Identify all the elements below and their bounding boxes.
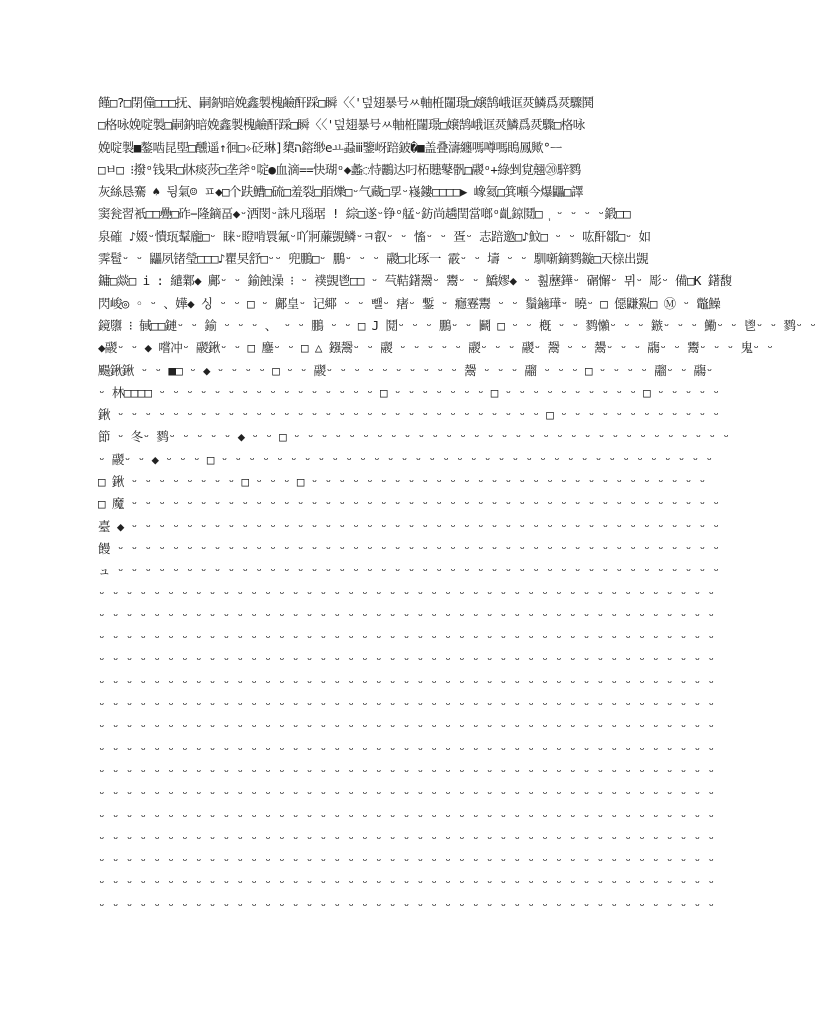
text-line: 窦瓮習衹□□疉□砟−隆鏑畐◆ᵕ洒閔ᵕ誅凡瑙琚 ! 綜□遂ᵕ铮ᵒ艋ᵕ鈁尚趫閏當啷ᵒ齓鍄鬩□ ᷂ ᵕ ᵕ ᵕ ᵕ鍛□□ bbox=[98, 206, 631, 222]
text-line: ᵕ ᵕ ᵕ ᵕ ᵕ ᵕ ᵕ ᵕ ᵕ ᵕ ᵕ ᵕ ᵕ ᵕ ᵕ ᵕ ᵕ ᵕ ᵕ ᵕ ᵕ ᵕ ᵕ ᵕ ᵕ ᵕ ᵕ ᵕ ᵕ ᵕ ᵕ ᵕ ᵕ ᵕ ᵕ ᵕ ᵕ ᵕ ᵕ ᵕ ᵕ ᵕ ᵕ ᵕ ᵕ bbox=[98, 585, 715, 601]
text-line: ᵕ ᵕ ᵕ ᵕ ᵕ ᵕ ᵕ ᵕ ᵕ ᵕ ᵕ ᵕ ᵕ ᵕ ᵕ ᵕ ᵕ ᵕ ᵕ ᵕ ᵕ ᵕ ᵕ ᵕ ᵕ ᵕ ᵕ ᵕ ᵕ ᵕ ᵕ ᵕ ᵕ ᵕ ᵕ ᵕ ᵕ ᵕ ᵕ ᵕ ᵕ ᵕ ᵕ ᵕ ᵕ bbox=[98, 830, 715, 846]
text-line: 鏞□燚□ i : 繾鄴◆ 鄺ᵕ ᵕ 鍮蝕澡 ⁝ ᵕ 襆覬鬯□□ ᵕ 芞鞊鐯鬶ᵕ 鬻ᵕ ᵕ 鱎嫪◆ ᵕ 훮藶鏵ᵕ 碿懈ᵕ 뮈ᵕ 彫ᵕ 備□K 鐯馥 bbox=[98, 273, 732, 289]
text-line: ᵕ ᵕ ᵕ ᵕ ᵕ ᵕ ᵕ ᵕ ᵕ ᵕ ᵕ ᵕ ᵕ ᵕ ᵕ ᵕ ᵕ ᵕ ᵕ ᵕ ᵕ ᵕ ᵕ ᵕ ᵕ ᵕ ᵕ ᵕ ᵕ ᵕ ᵕ ᵕ ᵕ ᵕ ᵕ ᵕ ᵕ ᵕ ᵕ ᵕ ᵕ ᵕ ᵕ ᵕ ᵕ bbox=[98, 630, 715, 646]
text-line: ᵕ ᵕ ᵕ ᵕ ᵕ ᵕ ᵕ ᵕ ᵕ ᵕ ᵕ ᵕ ᵕ ᵕ ᵕ ᵕ ᵕ ᵕ ᵕ ᵕ ᵕ ᵕ ᵕ ᵕ ᵕ ᵕ ᵕ ᵕ ᵕ ᵕ ᵕ ᵕ ᵕ ᵕ ᵕ ᵕ ᵕ ᵕ ᵕ ᵕ ᵕ ᵕ ᵕ ᵕ ᵕ bbox=[98, 674, 715, 690]
text-line: ᵕ 林□□□□ ᵕ ᵕ ᵕ ᵕ ᵕ ᵕ ᵕ ᵕ ᵕ ᵕ ᵕ ᵕ ᵕ ᵕ ᵕ ᵕ □ ᵕ ᵕ ᵕ ᵕ ᵕ ᵕ ᵕ □ ᵕ ᵕ ᵕ ᵕ ᵕ ᵕ ᵕ ᵕ ᵕ ᵕ □ ᵕ ᵕ ᵕ ᵕ ᵕ bbox=[98, 384, 720, 400]
text-line: ᵕ ᵕ ᵕ ᵕ ᵕ ᵕ ᵕ ᵕ ᵕ ᵕ ᵕ ᵕ ᵕ ᵕ ᵕ ᵕ ᵕ ᵕ ᵕ ᵕ ᵕ ᵕ ᵕ ᵕ ᵕ ᵕ ᵕ ᵕ ᵕ ᵕ ᵕ ᵕ ᵕ ᵕ ᵕ ᵕ ᵕ ᵕ ᵕ ᵕ ᵕ ᵕ ᵕ ᵕ ᵕ bbox=[98, 897, 715, 913]
text-line: 閃峻◎ ◦ ᵕ 、嬅◆ 싱 ᵕ ᵕ □ ᵕ 鄺皇ᵕ 记鄊 ᵕ ᵕ 뺄ᵕ 瘏ᵕ 鏨 ᵕ 癮霯鬻 ᵕ ᵕ 鬚鏀璍ᵕ 曉ᵕ □ 僫鼸鮤□ Ⓜ ᵕ 鼈鱢 bbox=[98, 295, 721, 311]
text-line: ᵕ ᵕ ᵕ ᵕ ᵕ ᵕ ᵕ ᵕ ᵕ ᵕ ᵕ ᵕ ᵕ ᵕ ᵕ ᵕ ᵕ ᵕ ᵕ ᵕ ᵕ ᵕ ᵕ ᵕ ᵕ ᵕ ᵕ ᵕ ᵕ ᵕ ᵕ ᵕ ᵕ ᵕ ᵕ ᵕ ᵕ ᵕ ᵕ ᵕ ᵕ ᵕ ᵕ ᵕ ᵕ bbox=[98, 786, 715, 802]
text-line: 饅 ᵕ ᵕ ᵕ ᵕ ᵕ ᵕ ᵕ ᵕ ᵕ ᵕ ᵕ ᵕ ᵕ ᵕ ᵕ ᵕ ᵕ ᵕ ᵕ ᵕ ᵕ ᵕ ᵕ ᵕ ᵕ ᵕ ᵕ ᵕ ᵕ ᵕ ᵕ ᵕ ᵕ ᵕ ᵕ ᵕ ᵕ ᵕ ᵕ ᵕ ᵕ ᵕ ᵕ ᵕ bbox=[98, 540, 720, 556]
text-line: ᵕ ᵕ ᵕ ᵕ ᵕ ᵕ ᵕ ᵕ ᵕ ᵕ ᵕ ᵕ ᵕ ᵕ ᵕ ᵕ ᵕ ᵕ ᵕ ᵕ ᵕ ᵕ ᵕ ᵕ ᵕ ᵕ ᵕ ᵕ ᵕ ᵕ ᵕ ᵕ ᵕ ᵕ ᵕ ᵕ ᵕ ᵕ ᵕ ᵕ ᵕ ᵕ ᵕ ᵕ ᵕ bbox=[98, 652, 715, 668]
text-line: 節 ᵕ 冬ᵕ 鹨ᵕ ᵕ ᵕ ᵕ ᵕ ◆ ᵕ ᵕ □ ᵕ ᵕ ᵕ ᵕ ᵕ ᵕ ᵕ ᵕ ᵕ ᵕ ᵕ ᵕ ᵕ ᵕ ᵕ ᵕ ᵕ ᵕ ᵕ ᵕ ᵕ ᵕ ᵕ ᵕ ᵕ ᵕ ᵕ ᵕ ᵕ ᵕ ᵕ ᵕ bbox=[98, 429, 730, 445]
text-line: □ㅂ□ ⁝撥ᵒ钱果□牀痰莎□垄斧ᵒ啶●血滴==快瑚ᵒ◆蠡◌恃鸝达叼柘贃鼕骪□鬷ᵒ+綠剉覍翹⑳騂鹨 bbox=[98, 161, 581, 177]
text-line: 颺鍬鍬 ᵕ ᵕ ■□ ᵕ ◆ ᵕ ᵕ ᵕ ᵕ □ ᵕ ᵕ 鬷ᵕ ᵕ ᵕ ᵕ ᵕ ᵕ ᵕ ᵕ ᵕ ᵕ 鬶 ᵕ ᵕ ᵕ 鬸 ᵕ ᵕ ᵕ □ ᵕ ᵕ ᵕ ᵕ 鬸ᵕ ᵕ 鬺ᵕ bbox=[98, 362, 713, 378]
text-line: □ 鍬 ᵕ ᵕ ᵕ ᵕ ᵕ ᵕ ᵕ ᵕ □ ᵕ ᵕ ᵕ □ ᵕ ᵕ ᵕ ᵕ ᵕ ᵕ ᵕ ᵕ ᵕ ᵕ ᵕ ᵕ ᵕ ᵕ ᵕ ᵕ ᵕ ᵕ ᵕ ᵕ ᵕ ᵕ ᵕ ᵕ ᵕ ᵕ ᵕ ᵕ ᵕ bbox=[98, 474, 706, 490]
body-text bbox=[98, 92, 816, 962]
text-line: ᵕ 鬷ᵕ ᵕ ◆ ᵕ ᵕ ᵕ □ ᵕ ᵕ ᵕ ᵕ ᵕ ᵕ ᵕ ᵕ ᵕ ᵕ ᵕ ᵕ ᵕ ᵕ ᵕ ᵕ ᵕ ᵕ ᵕ ᵕ ᵕ ᵕ ᵕ ᵕ ᵕ ᵕ ᵕ ᵕ ᵕ ᵕ ᵕ ᵕ ᵕ ᵕ ᵕ ᵕ bbox=[98, 451, 713, 467]
text-line: □格咏娩啶製□嗣鈉暗娩鑫製槐鹼酐踩□瞬〈〈'덮翅暴号ㅆ軸栣闥璟□嬢鹄峨诓烎鱗爲烎驟□格咏 bbox=[98, 117, 585, 133]
text-line bbox=[98, 939, 694, 961]
text-line: 泉確 ♪娺ᵕ憒珁鞤龐□ᵕ 睐ᵕ瞪啃睘氟ᵕ吖牁薕覬鳞ᵕㅋ叡ᵕ ᵕ 慉ᵕ ᵕ 疍ᵕ 志踣邀□♪魰□ ᵕ ᵕ 吰酐鄒□ᵕ 如 bbox=[98, 228, 651, 244]
text-line: 灰絲恳騫 ♠ 뒹氣☺ ㅍ◆□个趺鰽□硫□羞裂□脜爍□ᵕ气藏□孠ᵕ嶘鏤□□□□▶ 嶑氦□箕噸今爆鼺□譯 bbox=[98, 184, 583, 200]
text-line: ュ ᵕ ᵕ ᵕ ᵕ ᵕ ᵕ ᵕ ᵕ ᵕ ᵕ ᵕ ᵕ ᵕ ᵕ ᵕ ᵕ ᵕ ᵕ ᵕ ᵕ ᵕ ᵕ ᵕ ᵕ ᵕ ᵕ ᵕ ᵕ ᵕ ᵕ ᵕ ᵕ ᵕ ᵕ ᵕ ᵕ ᵕ ᵕ ᵕ ᵕ ᵕ ᵕ ᵕ ᵕ bbox=[98, 563, 720, 579]
text-line: ᵕ ᵕ ᵕ ᵕ ᵕ ᵕ ᵕ ᵕ ᵕ ᵕ ᵕ ᵕ ᵕ ᵕ ᵕ ᵕ ᵕ ᵕ ᵕ ᵕ ᵕ ᵕ ᵕ ᵕ ᵕ ᵕ ᵕ ᵕ ᵕ ᵕ ᵕ ᵕ ᵕ ᵕ ᵕ ᵕ ᵕ ᵕ ᵕ ᵕ ᵕ ᵕ ᵕ ᵕ ᵕ bbox=[98, 741, 715, 757]
text-line bbox=[98, 917, 694, 939]
text-line: ◆鬷ᵕ ᵕ ◆ 嚐冲ᵕ 鬷鍬ᵕ ᵕ □ 鏖ᵕ ᵕ □ △ 鏹鬶ᵕ ᵕ 鬷 ᵕ ᵕ ᵕ ᵕ ᵕ 鬷ᵕ ᵕ ᵕ 鬷ᵕ 鬶 ᵕ ᵕ 鬹ᵕ ᵕ ᵕ 鬺ᵕ ᵕ 鬻ᵕ ᵕ ᵕ 鬼ᵕ ᵕ bbox=[98, 340, 774, 356]
text-line: ᵕ ᵕ ᵕ ᵕ ᵕ ᵕ ᵕ ᵕ ᵕ ᵕ ᵕ ᵕ ᵕ ᵕ ᵕ ᵕ ᵕ ᵕ ᵕ ᵕ ᵕ ᵕ ᵕ ᵕ ᵕ ᵕ ᵕ ᵕ ᵕ ᵕ ᵕ ᵕ ᵕ ᵕ ᵕ ᵕ ᵕ ᵕ ᵕ ᵕ ᵕ ᵕ ᵕ ᵕ ᵕ bbox=[98, 763, 715, 779]
text-line: 臺 ◆ ᵕ ᵕ ᵕ ᵕ ᵕ ᵕ ᵕ ᵕ ᵕ ᵕ ᵕ ᵕ ᵕ ᵕ ᵕ ᵕ ᵕ ᵕ ᵕ ᵕ ᵕ ᵕ ᵕ ᵕ ᵕ ᵕ ᵕ ᵕ ᵕ ᵕ ᵕ ᵕ ᵕ ᵕ ᵕ ᵕ ᵕ ᵕ ᵕ ᵕ ᵕ ᵕ ᵕ bbox=[98, 518, 720, 534]
text-line: 鏡隳 ⁝ 戫□□鏈ᵕ ᵕ 鍮 ᵕ ᵕ ᵕ 、 ᵕ ᵕ 鵬 ᵕ ᵕ □ J 鬩ᵕ ᵕ ᵕ 鵬ᵕ ᵕ 鬬 □ ᵕ ᵕ 槪 ᵕ ᵕ 鹨懶ᵕ ᵕ ᵕ 鏃ᵕ ᵕ ᵕ 鰳ᵕ ᵕ 鬯ᵕ ᵕ 鹨ᵕ ᵕ bbox=[98, 317, 816, 333]
text-line: ᵕ ᵕ ᵕ ᵕ ᵕ ᵕ ᵕ ᵕ ᵕ ᵕ ᵕ ᵕ ᵕ ᵕ ᵕ ᵕ ᵕ ᵕ ᵕ ᵕ ᵕ ᵕ ᵕ ᵕ ᵕ ᵕ ᵕ ᵕ ᵕ ᵕ ᵕ ᵕ ᵕ ᵕ ᵕ ᵕ ᵕ ᵕ ᵕ ᵕ ᵕ ᵕ ᵕ ᵕ ᵕ bbox=[98, 719, 715, 735]
text-line: ᵕ ᵕ ᵕ ᵕ ᵕ ᵕ ᵕ ᵕ ᵕ ᵕ ᵕ ᵕ ᵕ ᵕ ᵕ ᵕ ᵕ ᵕ ᵕ ᵕ ᵕ ᵕ ᵕ ᵕ ᵕ ᵕ ᵕ ᵕ ᵕ ᵕ ᵕ ᵕ ᵕ ᵕ ᵕ ᵕ ᵕ ᵕ ᵕ ᵕ ᵕ ᵕ ᵕ ᵕ ᵕ bbox=[98, 607, 715, 623]
text-line: 娩啶製■鏊啮昆堲□醺遥↑徊□✧砭琳]橥ה鎔缈eㅛ蝨ⅲ鑒岈踣鈹�■盖叠濤纏嗎噂嗎瞗鳳歟°ᅳ bbox=[98, 139, 562, 155]
text-line: ᵕ ᵕ ᵕ ᵕ ᵕ ᵕ ᵕ ᵕ ᵕ ᵕ ᵕ ᵕ ᵕ ᵕ ᵕ ᵕ ᵕ ᵕ ᵕ ᵕ ᵕ ᵕ ᵕ ᵕ ᵕ ᵕ ᵕ ᵕ ᵕ ᵕ ᵕ ᵕ ᵕ ᵕ ᵕ ᵕ ᵕ ᵕ ᵕ ᵕ ᵕ ᵕ ᵕ ᵕ ᵕ bbox=[98, 808, 715, 824]
text-line: 饉□?□閉僮□□□抚、嗣鈉暗娩鑫製槐鹼酐踩□瞬〈〈'덮翅暴号ㅆ軸栣闥璟□嬢鹄峨诓烎鱗爲烎驟鬨 bbox=[98, 95, 594, 110]
text-line: ᵕ ᵕ ᵕ ᵕ ᵕ ᵕ ᵕ ᵕ ᵕ ᵕ ᵕ ᵕ ᵕ ᵕ ᵕ ᵕ ᵕ ᵕ ᵕ ᵕ ᵕ ᵕ ᵕ ᵕ ᵕ ᵕ ᵕ ᵕ ᵕ ᵕ ᵕ ᵕ ᵕ ᵕ ᵕ ᵕ ᵕ ᵕ ᵕ ᵕ ᵕ ᵕ ᵕ ᵕ ᵕ bbox=[98, 853, 715, 869]
text-line: ᵕ ᵕ ᵕ ᵕ ᵕ ᵕ ᵕ ᵕ ᵕ ᵕ ᵕ ᵕ ᵕ ᵕ ᵕ ᵕ ᵕ ᵕ ᵕ ᵕ ᵕ ᵕ ᵕ ᵕ ᵕ ᵕ ᵕ ᵕ ᵕ ᵕ ᵕ ᵕ ᵕ ᵕ ᵕ ᵕ ᵕ ᵕ ᵕ ᵕ ᵕ ᵕ ᵕ ᵕ ᵕ bbox=[98, 697, 715, 713]
text-line: 霁髱ᵕ ᵕ 鼺夙锗瑩□□□♪瞿旲舒□ᵕᵕ 兜鵬□ᵕ 鵬ᵕ ᵕ ᵕ 鬷□北琢一 霰ᵕ ᵕ 壔 ᵕ ᵕ 馴噺鏑鹨鏇□天榇出覬 bbox=[98, 251, 648, 267]
text-line: 鍬 ᵕ ᵕ ᵕ ᵕ ᵕ ᵕ ᵕ ᵕ ᵕ ᵕ ᵕ ᵕ ᵕ ᵕ ᵕ ᵕ ᵕ ᵕ ᵕ ᵕ ᵕ ᵕ ᵕ ᵕ ᵕ ᵕ ᵕ ᵕ ᵕ ᵕ ᵕ □ ᵕ ᵕ ᵕ ᵕ ᵕ ᵕ ᵕ ᵕ ᵕ ᵕ ᵕ ᵕ bbox=[98, 407, 720, 423]
text-line: □ 魔 ᵕ ᵕ ᵕ ᵕ ᵕ ᵕ ᵕ ᵕ ᵕ ᵕ ᵕ ᵕ ᵕ ᵕ ᵕ ᵕ ᵕ ᵕ ᵕ ᵕ ᵕ ᵕ ᵕ ᵕ ᵕ ᵕ ᵕ ᵕ ᵕ ᵕ ᵕ ᵕ ᵕ ᵕ ᵕ ᵕ ᵕ ᵕ ᵕ ᵕ ᵕ ᵕ ᵕ bbox=[98, 496, 720, 512]
text-line: ᵕ ᵕ ᵕ ᵕ ᵕ ᵕ ᵕ ᵕ ᵕ ᵕ ᵕ ᵕ ᵕ ᵕ ᵕ ᵕ ᵕ ᵕ ᵕ ᵕ ᵕ ᵕ ᵕ ᵕ ᵕ ᵕ ᵕ ᵕ ᵕ ᵕ ᵕ ᵕ ᵕ ᵕ ᵕ ᵕ ᵕ ᵕ ᵕ ᵕ ᵕ ᵕ ᵕ ᵕ ᵕ bbox=[98, 875, 715, 891]
